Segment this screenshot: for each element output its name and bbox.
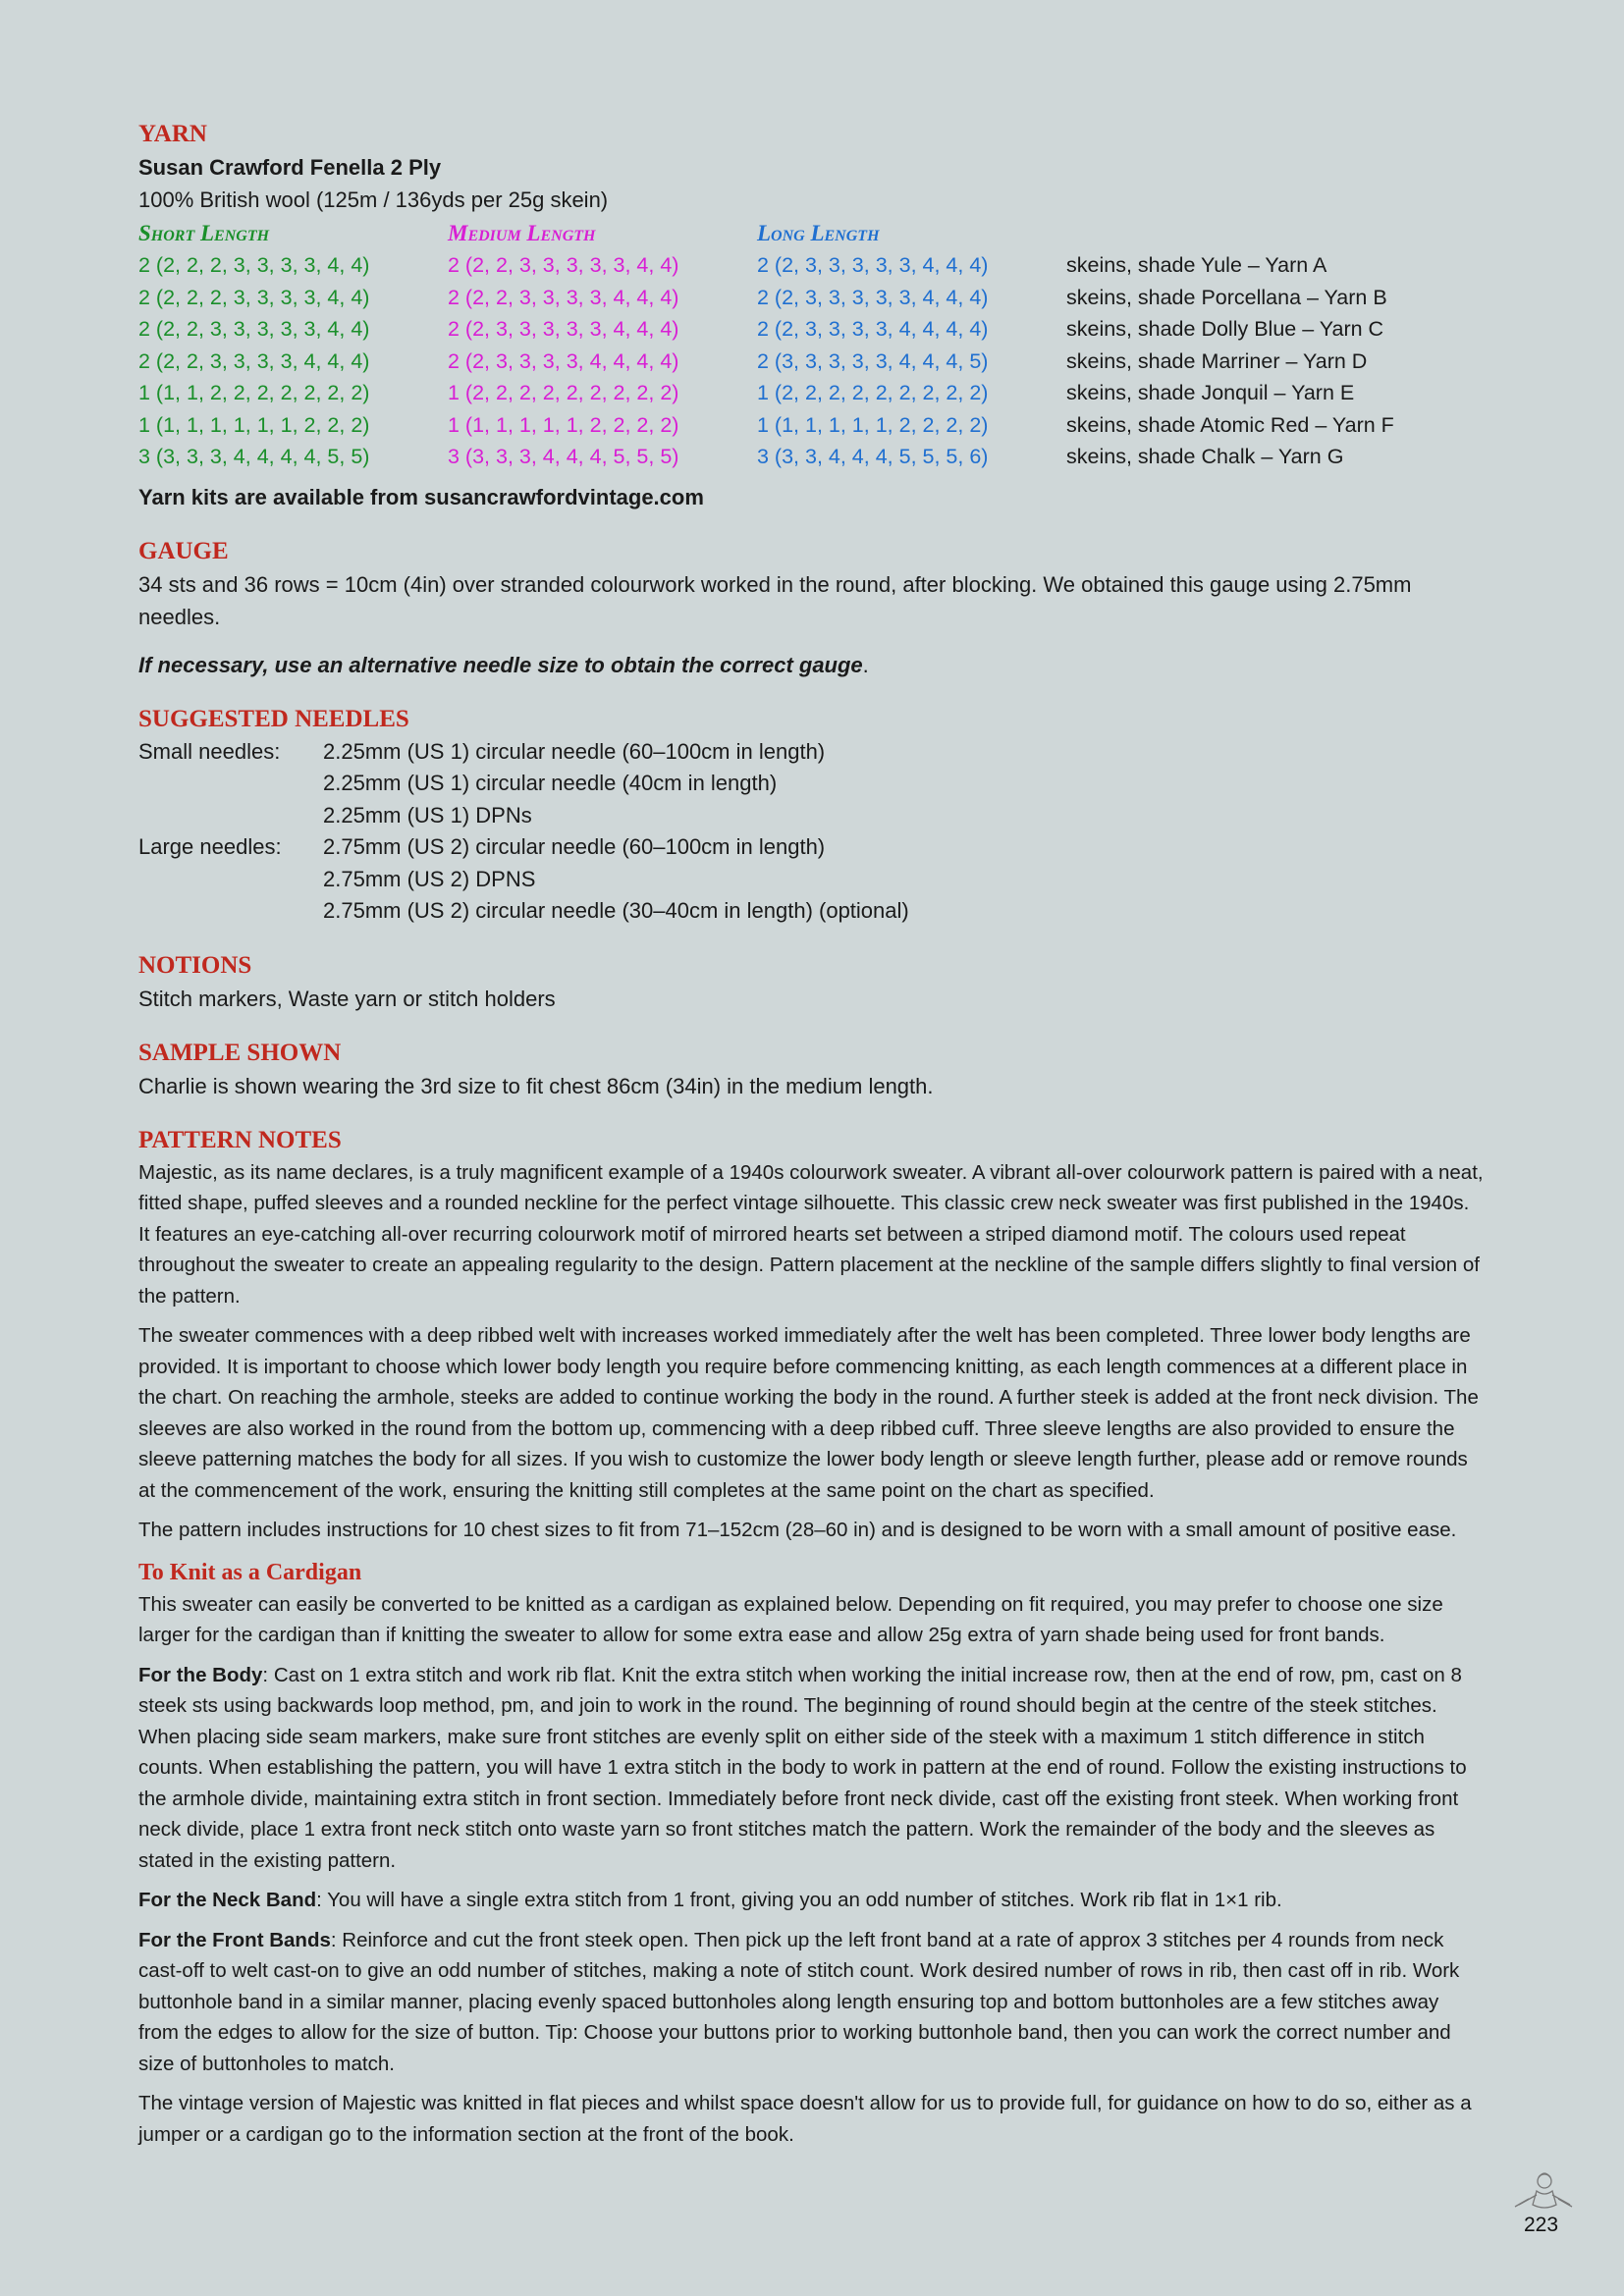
gauge-note <box>138 649 1484 681</box>
yarn-name: Susan Crawford Fenella 2 Ply <box>138 155 442 180</box>
neck-band-label: For the Neck Band <box>138 1889 317 1911</box>
needle-group-label: Large needles: <box>138 834 282 859</box>
pattern-notes-paragraph: Majestic, as its name declares, is a truly magnificent example of a 1940s colourwork sweater. A vibrant all-over colourwork pattern is paired with a neat, fitted shape, puffed sleeves and a rounded neckline for the perfect vintage silhouette. This classic crew neck sweater was first published in the 1940s. It features an eye-catching all-over recurring colourwork motif of mirrored hearts set between a striped diamond motif. The colours used repeat throughout the sweater to create an appealing regularity to the design. Pattern placement at the neckline of the sample differs slightly to final version of the pattern. <box>138 1160 1484 1308</box>
yarn-shade: skeins, shade Dolly Blue – Yarn C <box>1066 317 1384 341</box>
cardigan-body <box>138 1660 1484 1877</box>
gauge-section <box>138 535 1484 681</box>
sample-heading: SAMPLE SHOWN <box>138 1039 342 1066</box>
long-qty: 1 (1, 1, 1, 1, 1, 2, 2, 2, 2) <box>757 412 989 437</box>
medium-qty: 1 (2, 2, 2, 2, 2, 2, 2, 2, 2) <box>448 381 679 404</box>
long-qty: 2 (3, 3, 3, 3, 3, 4, 4, 4, 5) <box>757 348 989 373</box>
long-qty: 2 (2, 3, 3, 3, 3, 3, 4, 4, 4) <box>757 253 989 277</box>
medium-qty: 2 (2, 2, 3, 3, 3, 3, 3, 4, 4) <box>448 253 679 277</box>
needle-item: 2.75mm (US 2) circular needle (30–40cm in length) (optional) <box>323 898 909 923</box>
medium-qty: 2 (2, 2, 3, 3, 3, 3, 4, 4, 4) <box>448 285 679 309</box>
long-qty: 2 (2, 3, 3, 3, 3, 4, 4, 4, 4) <box>757 317 989 341</box>
pattern-notes-heading: PATTERN NOTES <box>138 1126 342 1153</box>
long-qty: 3 (3, 3, 4, 4, 4, 5, 5, 5, 6) <box>757 445 989 468</box>
body-label: For the Body <box>138 1663 263 1686</box>
medium-qty: 3 (3, 3, 3, 4, 4, 4, 5, 5, 5) <box>448 445 679 468</box>
long-length-header: Long Length <box>757 221 880 245</box>
notions-heading: NOTIONS <box>138 951 252 979</box>
sample-text: Charlie is shown wearing the 3rd size to fit chest 86cm (34in) in the medium length. <box>138 1073 934 1098</box>
short-qty: 2 (2, 2, 3, 3, 3, 3, 4, 4, 4) <box>138 348 370 373</box>
yarn-description: 100% British wool (125m / 136yds per 25g skein) <box>138 187 609 212</box>
cardigan-intro: This sweater can easily be converted to be knitted as a cardigan as explained below. Depending on fit required, you may prefer to choose one size larger for the cardigan than if knitting the sweater to allow for some extra ease and allow 25g extra of yarn shade being used for front bands. <box>138 1592 1443 1646</box>
short-qty: 1 (1, 1, 1, 1, 1, 1, 2, 2, 2) <box>138 412 370 437</box>
needles-heading: SUGGESTED NEEDLES <box>138 705 409 732</box>
yarn-shade: skeins, shade Yule – Yarn A <box>1066 253 1327 277</box>
medium-qty: 2 (2, 3, 3, 3, 3, 3, 4, 4, 4) <box>448 317 679 341</box>
gauge-note-end: . <box>862 652 869 677</box>
yarn-kits-note: Yarn kits are available from susancrawfordvintage.com <box>138 484 704 509</box>
pattern-notes-section <box>138 1124 1484 2151</box>
notions-text: Stitch markers, Waste yarn or stitch holders <box>138 986 556 1011</box>
yarn-shade: skeins, shade Porcellana – Yarn B <box>1066 285 1387 309</box>
gauge-text: 34 sts and 36 rows = 10cm (4in) over stranded colourwork worked in the round, after blocking. We obtained this gauge using 2.75mm needles. <box>138 571 1412 629</box>
yarn-table <box>138 218 1484 473</box>
needle-item: 2.25mm (US 1) circular needle (60–100cm in length) <box>323 738 826 764</box>
front-bands-text: : Reinforce and cut the front steek open. Then pick up the left front band at a rate of approx 3 stitches per 4 rounds from neck cast-off to welt cast-on to give an odd number of stitches, making a note of stitch count. Work desired number of rows in rib, then cast off in rib. Work buttonhole band in a similar manner, placing evenly spaced buttonholes along length ensuring top and bottom buttonholes are a few stitches away from the edges to allow for the size of button. Tip: Choose your buttons prior to working buttonhole band, then you can work the correct number and size of buttonholes to match. <box>138 1928 1460 2075</box>
yarn-shade: skeins, shade Marriner – Yarn D <box>1066 348 1368 373</box>
gauge-heading: GAUGE <box>138 537 229 564</box>
needle-item: 2.75mm (US 2) DPNS <box>323 866 536 891</box>
short-qty: 2 (2, 2, 3, 3, 3, 3, 3, 4, 4) <box>138 317 370 341</box>
medium-length-header: Medium Length <box>448 221 596 245</box>
long-qty: 2 (2, 3, 3, 3, 3, 3, 4, 4, 4) <box>757 285 989 309</box>
body-text: : Cast on 1 extra stitch and work rib flat. Knit the extra stitch when working the initial increase row, then at the end of row, pm, cast on 8 steek sts using backwards loop method, pm, and join to work in the round. The beginning of round should begin at the centre of the steek stitches. When placing side seam markers, make sure front stitches are evenly split on either side of the steek with a maximum 1 stitch difference in stitch counts. When establishing the pattern, you will have 1 extra stitch in the body to work in pattern at the end of round. Follow the existing instructions to the armhole divide, maintaining extra stitch in front section. Immediately before front neck divide, cast off the existing front steek. When working front neck divide, place 1 extra front neck stitch onto waste yarn so front stitches match the pattern. Work the remainder of the body and the sleeves as stated in the existing pattern. <box>138 1663 1467 1872</box>
needle-group-label: Small needles: <box>138 738 281 764</box>
pattern-page <box>138 118 1484 2159</box>
cardigan-neck-band <box>138 1885 1484 1916</box>
page-number: 223 <box>1524 2214 1559 2236</box>
yarn-shade: skeins, shade Jonquil – Yarn E <box>1066 381 1355 404</box>
short-qty: 1 (1, 1, 2, 2, 2, 2, 2, 2, 2) <box>138 381 370 404</box>
short-qty: 2 (2, 2, 2, 3, 3, 3, 3, 4, 4) <box>138 285 370 309</box>
medium-qty: 2 (2, 3, 3, 3, 3, 4, 4, 4, 4) <box>448 348 679 373</box>
long-qty: 1 (2, 2, 2, 2, 2, 2, 2, 2, 2) <box>757 381 989 404</box>
pattern-notes-paragraph: The sweater commences with a deep ribbed welt with increases worked immediately after the welt has been completed. Three lower body lengths are provided. It is important to choose which lower body length you require before commencing knitting, as each length commences at a different place in the chart. On reaching the armhole, steeks are added to continue working the body in the round. A further steek is added at the front neck division. The sleeves are also worked in the round from the bottom up, commencing with a deep ribbed cuff. Three sleeve lengths are also provided to ensure the sleeve patterning matches the body for all sizes. If you wish to customize the lower body length or sleeve length further, please add or remove rounds at the commencement of the work, ensuring the knitting still completes at the same point on the chart as specified. <box>138 1324 1479 1502</box>
short-qty: 2 (2, 2, 2, 3, 3, 3, 3, 4, 4) <box>138 253 370 277</box>
needles-list <box>138 736 1484 928</box>
needle-item: 2.25mm (US 1) circular needle (40cm in length) <box>323 771 778 795</box>
cardigan-heading: To Knit as a Cardigan <box>138 1559 362 1585</box>
sample-section <box>138 1037 1484 1102</box>
desc-header <box>1066 218 1484 249</box>
yarn-section <box>138 118 1484 513</box>
needle-item: 2.75mm (US 2) circular needle (60–100cm in length) <box>323 834 826 859</box>
yarn-shade: skeins, shade Atomic Red – Yarn F <box>1066 412 1394 437</box>
yarn-heading: YARN <box>138 121 207 147</box>
neck-band-text: : You will have a single extra stitch from 1 front, giving you an odd number of stitches. Work rib flat in 1×1 rib. <box>316 1889 1282 1911</box>
cardigan-front-bands <box>138 1925 1484 2080</box>
yarn-shade: skeins, shade Chalk – Yarn G <box>1066 445 1344 468</box>
front-bands-label: For the Front Bands <box>138 1928 331 1951</box>
needle-item: 2.25mm (US 1) DPNs <box>323 802 532 828</box>
short-qty: 3 (3, 3, 3, 4, 4, 4, 4, 5, 5) <box>138 445 370 468</box>
needles-section <box>138 703 1484 928</box>
vintage-note: The vintage version of Majestic was knitted in flat pieces and whilst space doesn't allow for us to provide full, for guidance on how to do so, either as a jumper or a cardigan go to the information section at the front of the book. <box>138 2092 1472 2146</box>
short-length-header: Short Length <box>138 221 270 245</box>
gauge-note-italic: If necessary, use an alternative needle size to obtain the correct gauge <box>138 652 863 677</box>
notions-section <box>138 949 1484 1015</box>
pattern-notes-paragraph: The pattern includes instructions for 10 chest sizes to fit from 71–152cm (28–60 in) and is designed to be worn with a small amount of positive ease. <box>138 1519 1457 1541</box>
medium-qty: 1 (1, 1, 1, 1, 1, 2, 2, 2, 2) <box>448 412 679 437</box>
